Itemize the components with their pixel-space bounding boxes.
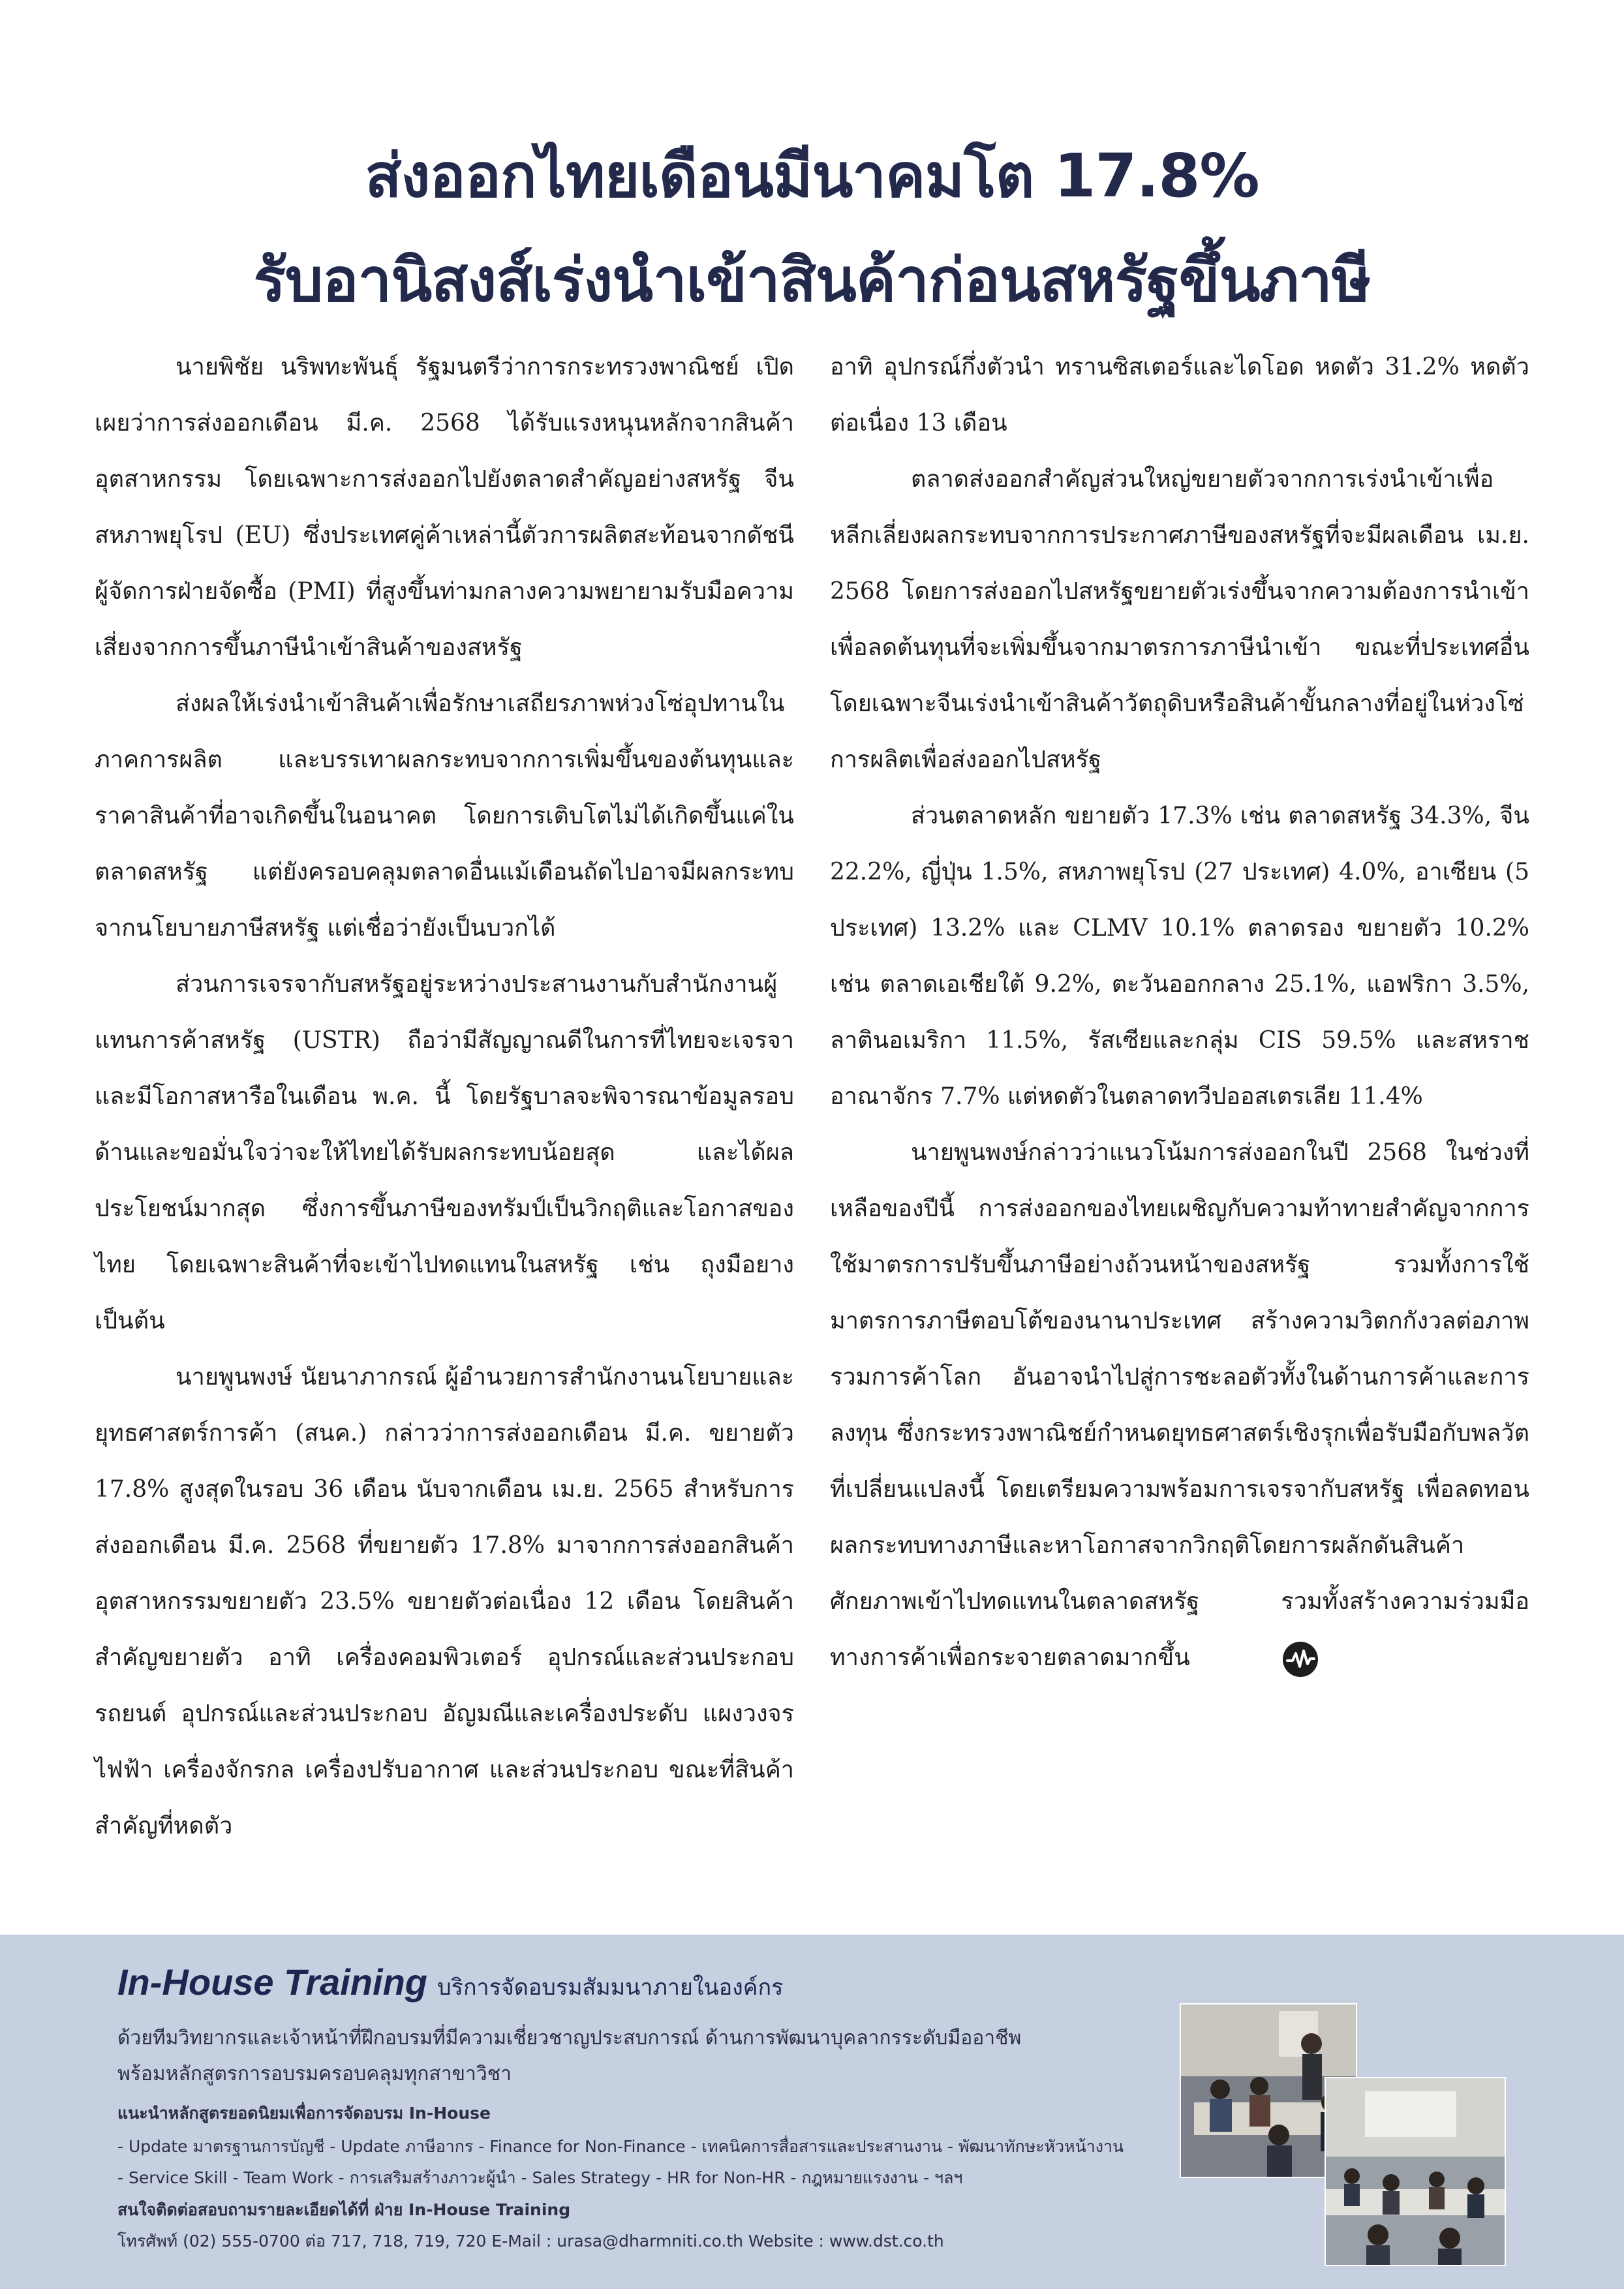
article-paragraph: ตลาดส่งออกสำคัญส่วนใหญ่ขยายตัวจากการเร่งนำเข้าเพื่อหลีกเลี่ยงผลกระทบจากการประกาศภาษีของสหรัฐที่จะมีผลเดือน เม.ย. 2568 โดยการส่งออกไปสหรัฐขยายตัวเร่งขึ้นจากความต้องการนำเข้า เพื่อลดต้นทุนที่จะเพิ่มขึ้นจากมาตรการภาษีนำเข้า ขณะที่ประเทศอื่นโดยเฉพาะจีนเร่งนำเข้าสินค้าวัตถุดิบหรือสินค้าขั้นกลางที่อยู่ในห่วงโซ่การผลิตเพื่อส่งออกไปสหรัฐ [830,466,1529,773]
banner-heading [117,1961,783,2005]
article-column-right [830,339,1529,1686]
article-paragraph: อาทิ อุปกรณ์กึ่งตัวนำ ทรานซิสเตอร์และไดโอด หดตัว 31.2% หดตัวต่อเนื่อง 13 เดือน [830,354,1529,437]
article-paragraph: ส่งผลให้เร่งนำเข้าสินค้าเพื่อรักษาเสถียรภาพห่วงโซ่อุปทานในภาคการผลิต และบรรเทาผลกระทบจากการเพิ่มขึ้นของต้นทุนและราคาสินค้าที่อาจเกิดขึ้นในอนาคต โดยการเติบโตไม่ได้เกิดขึ้นแค่ในตลาดสหรัฐ แต่ยังครอบคลุมตลาดอื่นแม้เดือนถัดไปอาจมีผลกระทบจากนโยบายภาษีสหรัฐ แต่เชื่อว่ายังเป็นบวกได้ [95,690,794,942]
article-title [78,124,1546,333]
in-house-training-banner [0,1935,1624,2289]
training-photo-2 [1325,2077,1506,2266]
article-paragraph-text: นายพูนพงษ์กล่าวว่าแนวโน้มการส่งออกในปี 2568 ในช่วงที่เหลือของปีนี้ การส่งออกของไทยเผชิญกับความท้าทายสำคัญจากการใช้มาตรการปรับขึ้นภาษีอย่างถ้วนหน้าของสหรัฐ รวมทั้งการใช้มาตรการภาษีตอบโต้ของนานาประเทศ สร้างความวิตกกังวลต่อภาพรวมการค้าโลก อันอาจนำไปสู่การชะลอตัวทั้งในด้านการค้าและการลงทุน ซึ่งกระทรวงพาณิชย์กำหนดยุทธศาสตร์เชิงรุกเพื่อรับมือกับพลวัตที่เปลี่ยนแปลงนี้ โดยเตรียมความพร้อมการเจรจากับสหรัฐ เพื่อลดทอนผลกระทบทางภาษีและหาโอกาสจากวิกฤติโดยการผลักดันสินค้าศักยภาพเข้าไปทดแทนในตลาดสหรัฐ รวมทั้งสร้างความร่วมมือทางการค้าเพื่อกระจายตลาดมากขึ้น [830,1139,1529,1671]
article-column-left [95,339,794,1854]
article-paragraph-last [830,1125,1529,1686]
title-line-2: รับอานิสงส์เร่งนำเข้าสินค้าก่อนสหรัฐขึ้นภาษี [253,245,1371,315]
banner-description-2: พร้อมหลักสูตรการอบรมครอบคลุมทุกสาขาวิชา [117,2063,512,2085]
courses-list-2: - Service Skill - Team Work - การเสริมสร้างภาวะผู้นำ - Sales Strategy - HR for Non-HR - กฎหมายแรงงาน - ฯลฯ [117,2168,963,2187]
banner-brand-subtitle: บริการจัดอบรมสัมมนาภายในองค์กร [437,1974,784,2001]
article-paragraph: นายพูนพงษ์ นัยนาภากรณ์ ผู้อำนวยการสำนักงานนโยบายและยุทธศาสตร์การค้า (สนค.) กล่าวว่าการส่งออกเดือน มี.ค. ขยายตัว 17.8% สูงสุดในรอบ 36 เดือน นับจากเดือน เม.ย. 2565 สำหรับการส่งออกเดือน มี.ค. 2568 ที่ขยายตัว 17.8% มาจากการส่งออกสินค้าอุตสาหกรรมขยายตัว 23.5% ขยายตัวต่อเนื่อง 12 เดือน โดยสินค้าสำคัญขยายตัว อาทิ เครื่องคอมพิวเตอร์ อุปกรณ์และส่วนประกอบ รถยนต์ อุปกรณ์และส่วนประกอบ อัญมณีและเครื่องประดับ แผงวงจรไฟฟ้า เครื่องจักรกล เครื่องปรับอากาศ และส่วนประกอบ ขณะที่สินค้าสำคัญที่หดตัว [95,1364,794,1839]
courses-list-1: - Update มาตรฐานการบัญชี - Update ภาษีอากร - Finance for Non-Finance - เทคนิคการสื่อสารและประสานงาน - พัฒนาทักษะหัวหน้างาน [117,2137,1124,2156]
end-of-article-icon [1201,1640,1238,1678]
article-paragraph: ส่วนตลาดหลัก ขยายตัว 17.3% เช่น ตลาดสหรัฐ 34.3%, จีน 22.2%, ญี่ปุ่น 1.5%, สหภาพยุโรป (27 ประเทศ) 4.0%, อาเซียน (5 ประเทศ) 13.2% และ CLMV 10.1% ตลาดรอง ขยายตัว 10.2% เช่น ตลาดเอเชียใต้ 9.2%, ตะวันออกกลาง 25.1%, แอฟริกา 3.5%, ลาตินอเมริกา 11.5%, รัสเซียและกลุ่ม CIS 59.5% และสหราชอาณาจักร 7.7% แต่หดตัวในตลาดทวีปออสเตรเลีย 11.4% [830,803,1529,1110]
contact-details: โทรศัพท์ (02) 555-0700 ต่อ 717, 718, 719, 720 E-Mail : urasa@dharmniti.co.th Website : www.dst.co.th [117,2232,944,2251]
article-paragraph: ส่วนการเจรจากับสหรัฐอยู่ระหว่างประสานงานกับสำนักงานผู้แทนการค้าสหรัฐ (USTR) ถือว่ามีสัญญาณดีในการที่ไทยจะเจรจาและมีโอกาสหารือในเดือน พ.ค. นี้ โดยรัฐบาลจะพิจารณาข้อมูลรอบด้านและขอมั่นใจว่าจะให้ไทยได้รับผลกระทบน้อยสุด และได้ผลประโยชน์มากสุด ซึ่งการขึ้นภาษีของทรัมป์เป็นวิกฤติและโอกาสของไทย โดยเฉพาะสินค้าที่จะเข้าไปทดแทนในสหรัฐ เช่น ถุงมือยาง เป็นต้น [95,971,794,1334]
banner-description-1: ด้วยทีมวิทยากรและเจ้าหน้าที่ฝึกอบรมที่มีความเชี่ยวชาญประสบการณ์ ด้านการพัฒนาบุคลากรระดับมืออาชีพ [117,2027,1022,2050]
contact-heading: สนใจติดต่อสอบถามรายละเอียดได้ที่ ฝ่าย In-House Training [117,2200,571,2219]
article-paragraph: นายพิชัย นริพทะพันธุ์ รัฐมนตรีว่าการกระทรวงพาณิชย์ เปิดเผยว่าการส่งออกเดือน มี.ค. 2568 ได้รับแรงหนุนหลักจากสินค้าอุตสาหกรรม โดยเฉพาะการส่งออกไปยังตลาดสำคัญอย่างสหรัฐ จีน สหภาพยุโรป (EU) ซึ่งประเทศคู่ค้าเหล่านี้ตัวการผลิตสะท้อนจากดัชนีผู้จัดการฝ่ายจัดซื้อ (PMI) ที่สูงขึ้นท่ามกลางความพยายามรับมือความเสี่ยงจากการขึ้นภาษีนำเข้าสินค้าของสหรัฐ [95,354,794,661]
title-line-1: ส่งออกไทยเดือนมีนาคมโต 17.8% [365,141,1259,211]
courses-heading: แนะนำหลักสูตรยอดนิยมเพื่อการจัดอบรม In-House [117,2104,491,2123]
banner-brand: In-House Training [117,1961,427,2003]
